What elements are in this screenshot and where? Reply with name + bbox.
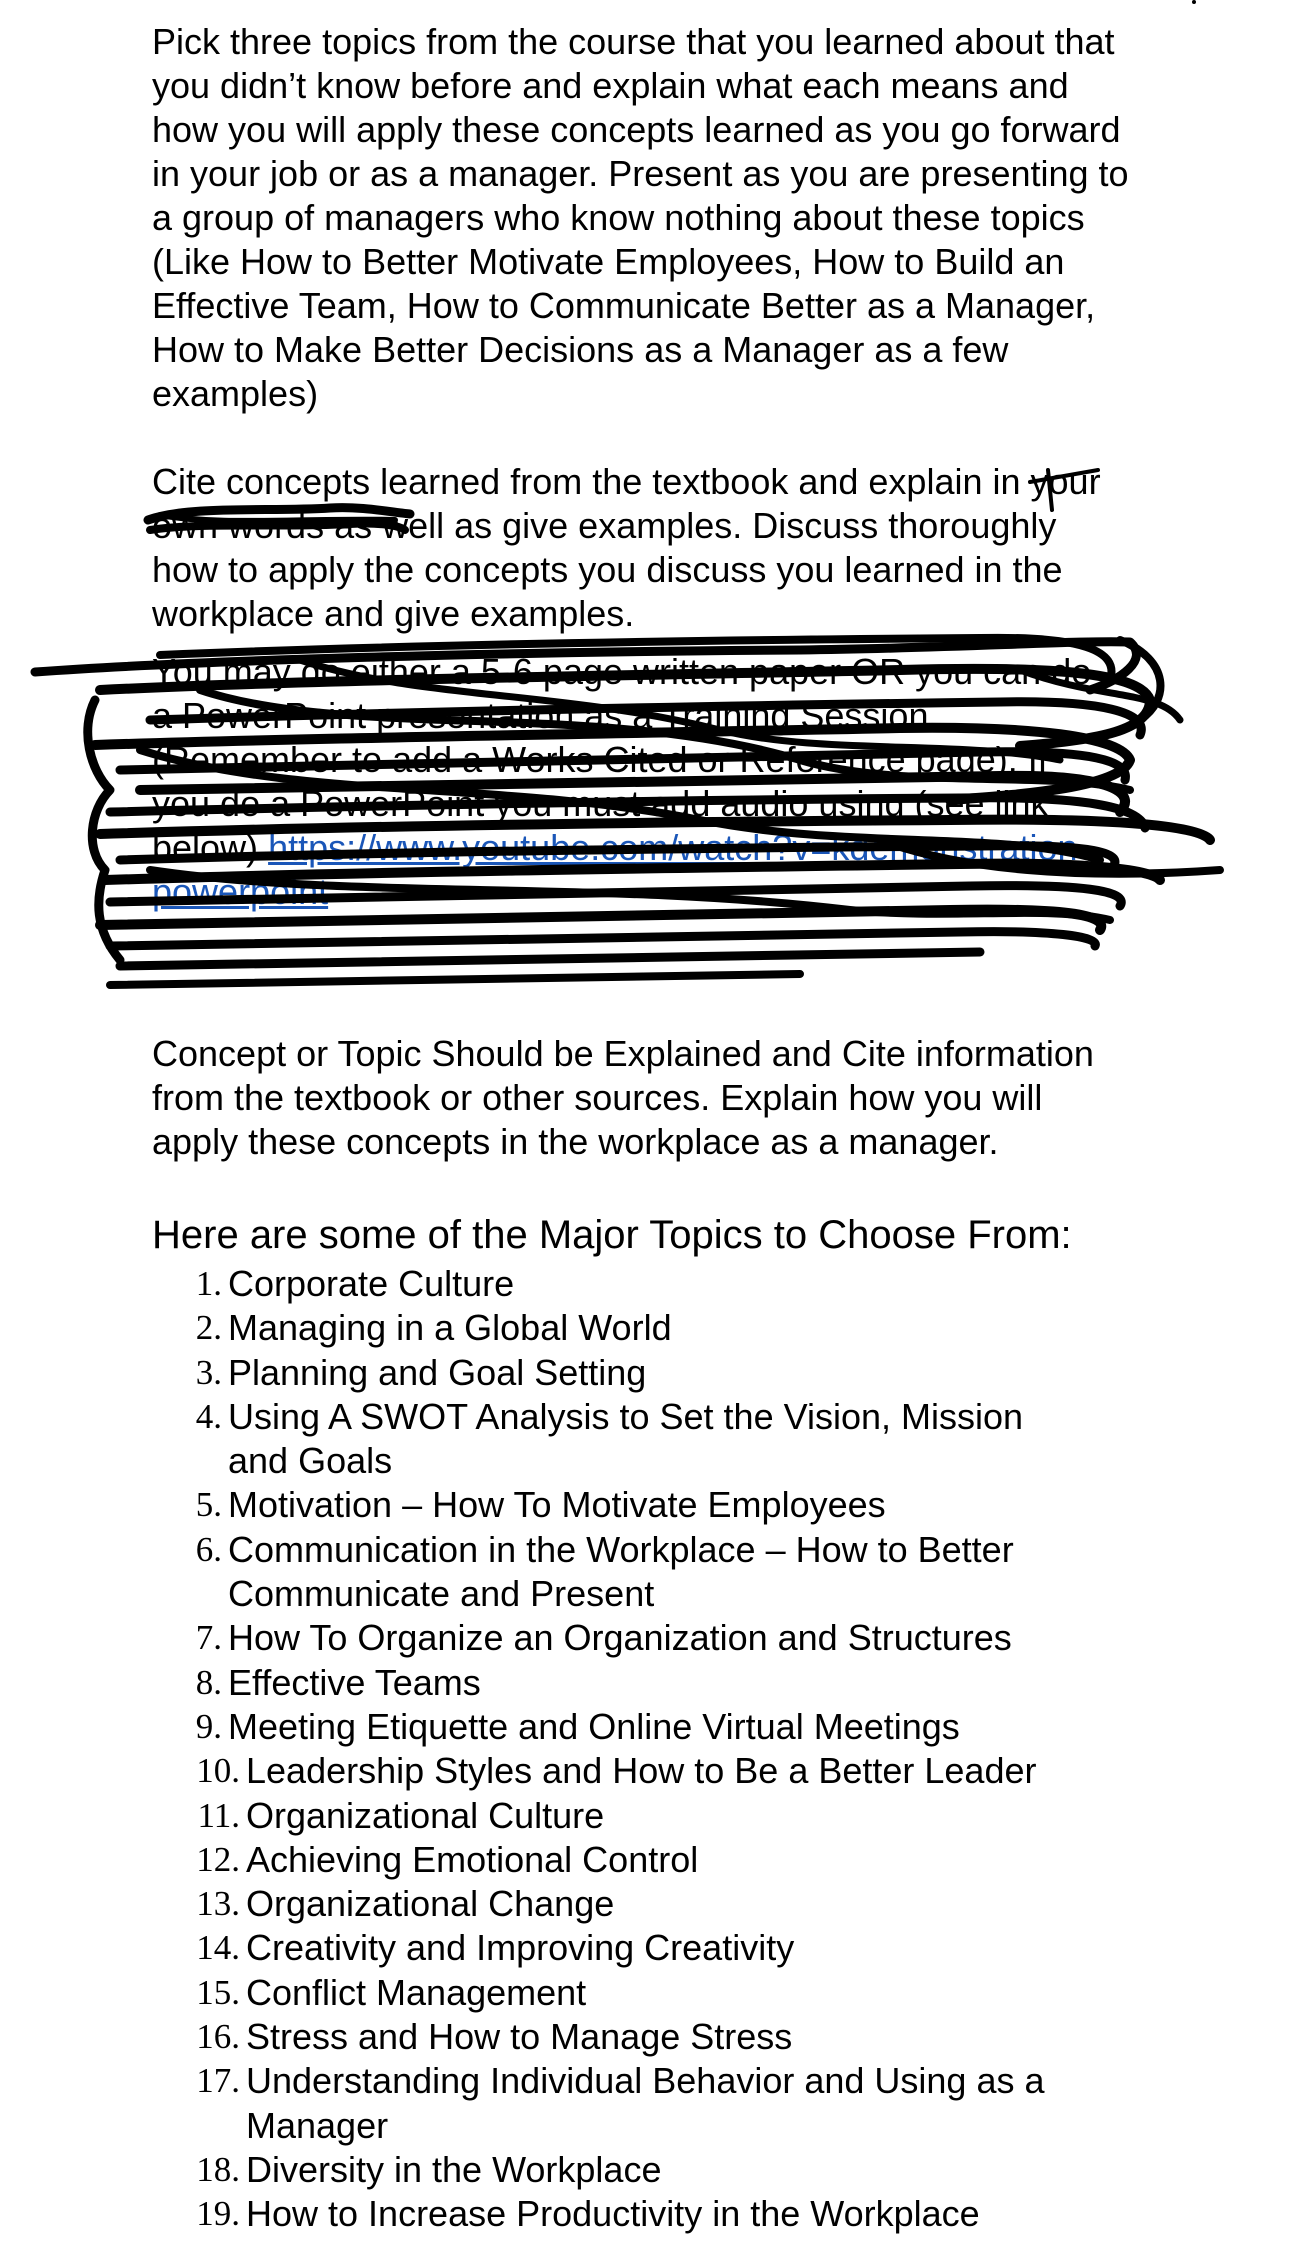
intro-paragraph: Pick three topics from the course that you learned about that you didn’t know before and explain what each means and how you will apply these concepts learned as you go forward in your job or as a manager. Present as you are presenting to a group of managers who know nothing about these topics (Like How to Better Motivate Employees, How to Build an Effective Team, How to Communicate Better as a Manager, How to Make Better Decisions as a Manager as a few examples): [152, 21, 1129, 414]
topic-item: [0, 1926, 1106, 1970]
topic-item: [0, 2059, 1106, 2148]
topics-heading: Here are some of the Major Topics to Choose From:: [152, 1213, 1072, 1257]
topic-item: [0, 1749, 1106, 1793]
topic-item: [0, 1616, 1088, 1660]
topics-list: [0, 1262, 1289, 2237]
topic-label: Communication in the Workplace – How to Better Communicate and Present: [228, 1528, 1014, 1615]
topic-item: [0, 1971, 1106, 2015]
topic-number: 9.: [195, 1706, 222, 1746]
topic-label: Using A SWOT Analysis to Set the Vision, Mission and Goals: [228, 1395, 1024, 1482]
topic-label: Organizational Change: [246, 1883, 615, 1925]
topic-label: Understanding Individual Behavior and Using as a Manager: [246, 2060, 1045, 2146]
topic-label: Planning and Goal Setting: [228, 1351, 647, 1393]
topic-number: 14.: [196, 1928, 240, 1968]
topic-item: [0, 1528, 1088, 1617]
topic-number: 17.: [196, 2061, 240, 2101]
topic-number: 18.: [196, 2149, 240, 2189]
topic-number: 12.: [196, 1839, 240, 1879]
topic-number: 2.: [195, 1308, 222, 1348]
topic-item: [0, 2192, 1106, 2236]
topic-label: Achieving Emotional Control: [246, 1838, 699, 1880]
topic-label: How to Increase Productivity in the Workplace: [246, 2193, 980, 2235]
topic-item: [0, 1661, 1088, 1705]
topic-label: Effective Teams: [228, 1661, 481, 1703]
topic-number: 11.: [197, 1795, 240, 1835]
topic-label: Motivation – How To Motivate Employees: [228, 1484, 886, 1526]
topic-number: 3.: [195, 1352, 222, 1392]
topic-item: [0, 1351, 1088, 1395]
topic-label: Organizational Culture: [246, 1794, 605, 1836]
topic-label: Managing in a Global World: [228, 1307, 672, 1349]
topic-item: [0, 1306, 1088, 1350]
topic-number: 8.: [195, 1662, 222, 1702]
topic-number: 15.: [196, 1972, 240, 2012]
topic-label: Diversity in the Workplace: [246, 2148, 662, 2190]
topic-number: 16.: [196, 2017, 240, 2057]
scribbled-out-paragraph: [152, 650, 1112, 914]
topic-number: 13.: [196, 1884, 240, 1924]
topic-number: 6.: [195, 1529, 222, 1569]
topic-label: Meeting Etiquette and Online Virtual Meetings: [228, 1705, 960, 1747]
explain-paragraph: Concept or Topic Should be Explained and Cite information from the textbook or other sources. Explain how you will apply these concepts in the workplace as a manager.: [152, 1033, 1094, 1162]
topic-item: [0, 1262, 1088, 1306]
topic-label: How To Organize an Organization and Structures: [228, 1617, 1012, 1659]
topic-item: [0, 1882, 1106, 1926]
topic-label: Corporate Culture: [228, 1263, 515, 1304]
topic-item: [0, 1395, 1088, 1484]
topic-item: [0, 2148, 1106, 2192]
topic-number: 10.: [196, 1751, 240, 1791]
topic-label: Leadership Styles and How to Be a Better Leader: [246, 1750, 1037, 1792]
topic-number: 5.: [195, 1485, 222, 1525]
scribbled-out-link[interactable]: https://www.youtube.com/watch?v=kdemonstration-powerpoint: [152, 827, 1090, 912]
topic-label: Creativity and Improving Creativity: [246, 1927, 795, 1969]
topic-item: [0, 1794, 1106, 1838]
topic-number: 7.: [195, 1618, 222, 1658]
topic-number: 4.: [195, 1396, 222, 1436]
topic-label: Conflict Management: [246, 1971, 587, 2013]
topic-item: [0, 2015, 1106, 2059]
topic-item: [0, 1483, 1088, 1527]
topic-item: [0, 1705, 1088, 1749]
topic-number: 1.: [195, 1264, 222, 1303]
topic-item: [0, 1838, 1106, 1882]
corner-dot: [1192, 0, 1196, 4]
topic-number: 19.: [196, 2194, 240, 2234]
topic-label: Stress and How to Manage Stress: [246, 2016, 793, 2058]
scribbled-out-text: You may do either a 5-6 page written paper OR you can do a PowerPoint presentation as a Training Session (Remember to add a Works Cited or Reference page). If you do a PowerPoint you must add audio using (see link below): [152, 651, 1092, 868]
cite-paragraph: Cite concepts learned from the textbook and explain in your own words as well as give examples. Discuss thoroughly how to apply the concepts you discuss you learned in the workplace and give examples.: [152, 461, 1101, 634]
